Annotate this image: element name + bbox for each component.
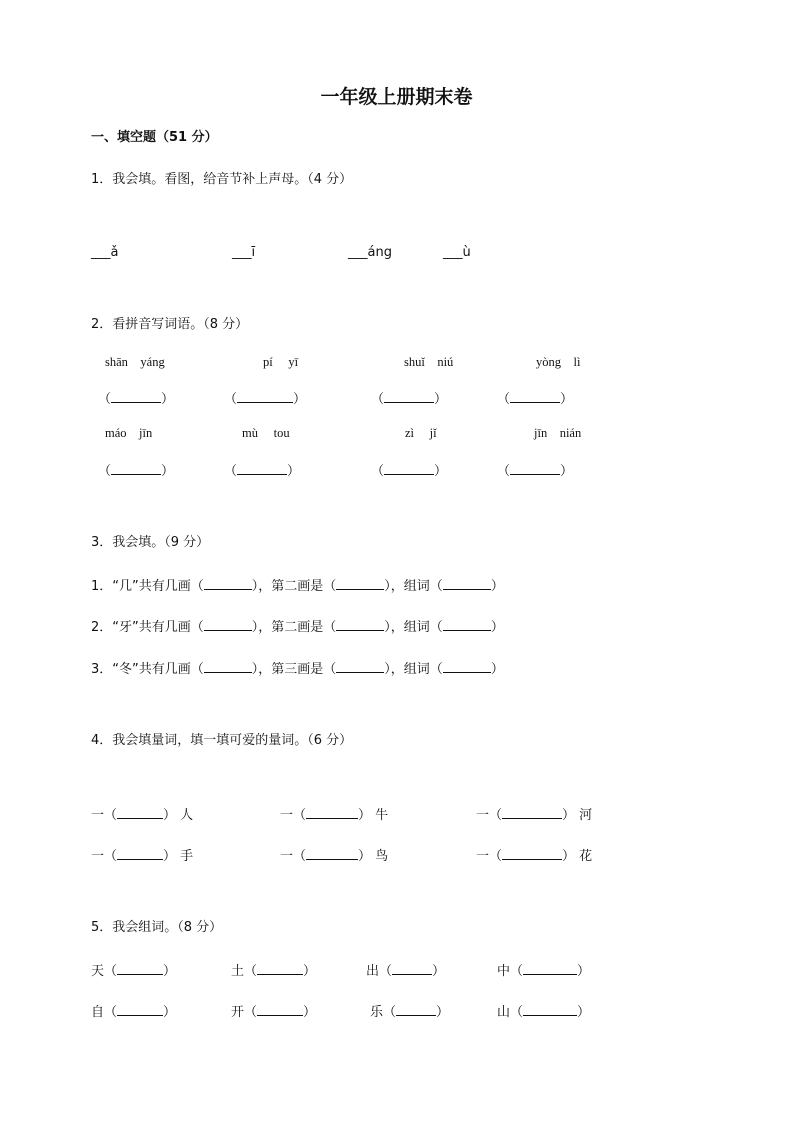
q3-row-1 bbox=[91, 578, 504, 593]
q2-answer-blank[interactable] bbox=[497, 463, 573, 477]
measure-word-blank[interactable] bbox=[306, 807, 358, 819]
close-paren: ） bbox=[577, 1005, 591, 1020]
q1-blank: ___ bbox=[91, 245, 111, 260]
noun: 人 bbox=[180, 808, 194, 823]
open-paren: （ bbox=[224, 463, 238, 478]
q1-item-1[interactable] bbox=[91, 246, 118, 259]
q3-row-2 bbox=[91, 619, 504, 634]
measure-word-blank[interactable] bbox=[306, 848, 358, 860]
q2-pinyin: pí yī bbox=[263, 355, 299, 369]
suffix: ） bbox=[358, 808, 372, 823]
word-blank[interactable] bbox=[117, 1004, 163, 1016]
q2-pinyin: jīn nián bbox=[534, 426, 582, 440]
q5-item[interactable] bbox=[370, 1004, 449, 1019]
close-paren: ） bbox=[436, 1005, 450, 1020]
prefix: 一（ bbox=[280, 808, 307, 823]
suffix: ） bbox=[562, 849, 576, 864]
close-paren: ） bbox=[434, 391, 448, 406]
q1-final: ù bbox=[462, 245, 471, 260]
label-stroke-count: 共有几画（ bbox=[138, 620, 204, 635]
open-paren: （ bbox=[497, 463, 511, 478]
blank-line[interactable] bbox=[510, 391, 560, 403]
noun: 花 bbox=[579, 849, 593, 864]
word-blank[interactable] bbox=[523, 1004, 577, 1016]
q5-item[interactable] bbox=[366, 963, 445, 978]
base-char: 土 bbox=[231, 964, 245, 979]
open-paren: （ bbox=[104, 964, 118, 979]
stroke-blank[interactable] bbox=[336, 578, 384, 590]
q2-answer-blank[interactable] bbox=[224, 463, 300, 477]
question-1-prompt: 1．我会填。看图，给音节补上声母。（4 分） bbox=[91, 172, 353, 187]
q2-answer-blank[interactable] bbox=[371, 391, 447, 405]
close-paren: ） bbox=[161, 391, 175, 406]
blank-line[interactable] bbox=[111, 391, 161, 403]
q4-item[interactable] bbox=[91, 807, 193, 822]
q1-final: ī bbox=[251, 245, 256, 260]
stroke-count-blank[interactable] bbox=[204, 578, 252, 590]
q2-pinyin: shuǐ niú bbox=[404, 355, 454, 369]
open-paren: （ bbox=[510, 1005, 524, 1020]
question-4-prompt: 4．我会填量词，填一填可爱的量词。（6 分） bbox=[91, 733, 353, 748]
q1-final: ǎ bbox=[110, 245, 119, 260]
q4-item[interactable] bbox=[476, 848, 592, 863]
q1-blank: ___ bbox=[443, 245, 463, 260]
base-char: 天 bbox=[91, 964, 105, 979]
prefix: 一（ bbox=[280, 849, 307, 864]
base-char: 山 bbox=[497, 1005, 511, 1020]
q2-pinyin: shān yáng bbox=[105, 355, 165, 369]
word-blank[interactable] bbox=[117, 963, 163, 975]
close-paren: ） bbox=[303, 1005, 317, 1020]
open-paren: （ bbox=[510, 964, 524, 979]
stroke-count-blank[interactable] bbox=[204, 619, 252, 631]
q1-blank: ___ bbox=[348, 245, 368, 260]
open-paren: （ bbox=[371, 463, 385, 478]
measure-word-blank[interactable] bbox=[117, 807, 163, 819]
q2-answer-blank[interactable] bbox=[371, 463, 447, 477]
question-2-prompt: 2．看拼音写词语。（8 分） bbox=[91, 317, 249, 332]
blank-line[interactable] bbox=[237, 391, 293, 403]
close-paren: ） bbox=[434, 463, 448, 478]
q5-item[interactable] bbox=[91, 1004, 176, 1019]
blank-line[interactable] bbox=[384, 391, 434, 403]
q4-item[interactable] bbox=[476, 807, 592, 822]
close-paren: ） bbox=[161, 463, 175, 478]
word-blank[interactable] bbox=[523, 963, 577, 975]
label-stroke-count: 共有几画（ bbox=[138, 662, 204, 677]
q2-answer-blank[interactable] bbox=[224, 391, 306, 405]
base-char: 乐 bbox=[370, 1005, 384, 1020]
open-paren: （ bbox=[383, 1005, 397, 1020]
close-paren: ） bbox=[560, 463, 574, 478]
q1-blank: ___ bbox=[232, 245, 252, 260]
noun: 手 bbox=[180, 849, 194, 864]
q3-row-3 bbox=[91, 661, 504, 676]
close-paren: ） bbox=[163, 964, 177, 979]
q1-item-2[interactable] bbox=[232, 246, 255, 259]
word-blank[interactable] bbox=[257, 1004, 303, 1016]
label-stroke: ），第二画是（ bbox=[251, 579, 337, 594]
q5-item[interactable] bbox=[497, 963, 590, 978]
q2-pinyin: mù tou bbox=[242, 426, 290, 440]
q5-item[interactable] bbox=[497, 1004, 590, 1019]
q4-item[interactable] bbox=[280, 848, 388, 863]
stroke-count-blank[interactable] bbox=[204, 661, 252, 673]
word-blank[interactable] bbox=[443, 619, 491, 631]
measure-word-blank[interactable] bbox=[502, 807, 562, 819]
base-char: 中 bbox=[497, 964, 511, 979]
blank-line[interactable] bbox=[384, 463, 434, 475]
target-char: “冬” bbox=[112, 662, 139, 677]
q5-item[interactable] bbox=[231, 1004, 316, 1019]
q1-item-3[interactable] bbox=[348, 246, 392, 259]
word-blank[interactable] bbox=[396, 1004, 436, 1016]
close-paren: ） bbox=[432, 964, 446, 979]
open-paren: （ bbox=[244, 1005, 258, 1020]
label-stroke: ），第二画是（ bbox=[251, 620, 337, 635]
stroke-blank[interactable] bbox=[336, 619, 384, 631]
close-paren: ） bbox=[490, 662, 504, 677]
prefix: 一（ bbox=[476, 808, 503, 823]
label-stroke-count: 共有几画（ bbox=[138, 579, 204, 594]
noun: 河 bbox=[579, 808, 593, 823]
open-paren: （ bbox=[244, 964, 258, 979]
label-word: ），组词（ bbox=[384, 662, 443, 677]
word-blank[interactable] bbox=[257, 963, 303, 975]
word-blank[interactable] bbox=[443, 661, 491, 673]
target-char: “牙” bbox=[112, 620, 139, 635]
row-number: 2． bbox=[91, 620, 113, 635]
close-paren: ） bbox=[490, 579, 504, 594]
noun: 牛 bbox=[375, 808, 389, 823]
q2-pinyin: yòng lì bbox=[536, 355, 581, 369]
question-5-prompt: 5．我会组词。（8 分） bbox=[91, 920, 223, 935]
suffix: ） bbox=[163, 808, 177, 823]
q1-final: áng bbox=[367, 245, 392, 260]
open-paren: （ bbox=[371, 391, 385, 406]
prefix: 一（ bbox=[476, 849, 503, 864]
q2-answer-blank[interactable] bbox=[98, 391, 174, 405]
open-paren: （ bbox=[224, 391, 238, 406]
q5-item[interactable] bbox=[91, 963, 176, 978]
close-paren: ） bbox=[293, 391, 307, 406]
base-char: 出 bbox=[366, 964, 380, 979]
label-stroke: ），第三画是（ bbox=[251, 662, 337, 677]
close-paren: ） bbox=[163, 1005, 177, 1020]
close-paren: ） bbox=[490, 620, 504, 635]
q4-item[interactable] bbox=[91, 848, 193, 863]
measure-word-blank[interactable] bbox=[117, 848, 163, 860]
word-blank[interactable] bbox=[392, 963, 432, 975]
q2-pinyin: zì jǐ bbox=[405, 426, 437, 440]
question-3-prompt: 3．我会填。（9 分） bbox=[91, 535, 210, 550]
open-paren: （ bbox=[104, 1005, 118, 1020]
close-paren: ） bbox=[560, 391, 574, 406]
open-paren: （ bbox=[98, 463, 112, 478]
suffix: ） bbox=[163, 849, 177, 864]
q2-pinyin: máo jīn bbox=[105, 426, 153, 440]
q2-answer-blank[interactable] bbox=[497, 391, 573, 405]
open-paren: （ bbox=[497, 391, 511, 406]
q4-item[interactable] bbox=[280, 807, 388, 822]
stroke-blank[interactable] bbox=[336, 661, 384, 673]
row-number: 3． bbox=[91, 662, 113, 677]
section-heading-fill-in: 一、填空题（51 分） bbox=[91, 130, 218, 145]
label-word: ），组词（ bbox=[384, 579, 443, 594]
suffix: ） bbox=[562, 808, 576, 823]
prefix: 一（ bbox=[91, 808, 118, 823]
suffix: ） bbox=[358, 849, 372, 864]
row-number: 1． bbox=[91, 579, 113, 594]
base-char: 自 bbox=[91, 1005, 105, 1020]
q5-item[interactable] bbox=[231, 963, 316, 978]
close-paren: ） bbox=[287, 463, 301, 478]
prefix: 一（ bbox=[91, 849, 118, 864]
open-paren: （ bbox=[379, 964, 393, 979]
close-paren: ） bbox=[303, 964, 317, 979]
blank-line[interactable] bbox=[111, 463, 161, 475]
page-title: 一年级上册期末卷 bbox=[320, 86, 473, 108]
noun: 鸟 bbox=[375, 849, 389, 864]
label-word: ），组词（ bbox=[384, 620, 443, 635]
measure-word-blank[interactable] bbox=[502, 848, 562, 860]
q1-item-4[interactable] bbox=[443, 246, 471, 259]
open-paren: （ bbox=[98, 391, 112, 406]
word-blank[interactable] bbox=[443, 578, 491, 590]
blank-line[interactable] bbox=[510, 463, 560, 475]
q2-answer-blank[interactable] bbox=[98, 463, 174, 477]
close-paren: ） bbox=[577, 964, 591, 979]
blank-line[interactable] bbox=[237, 463, 287, 475]
target-char: “几” bbox=[112, 579, 139, 594]
base-char: 开 bbox=[231, 1005, 245, 1020]
